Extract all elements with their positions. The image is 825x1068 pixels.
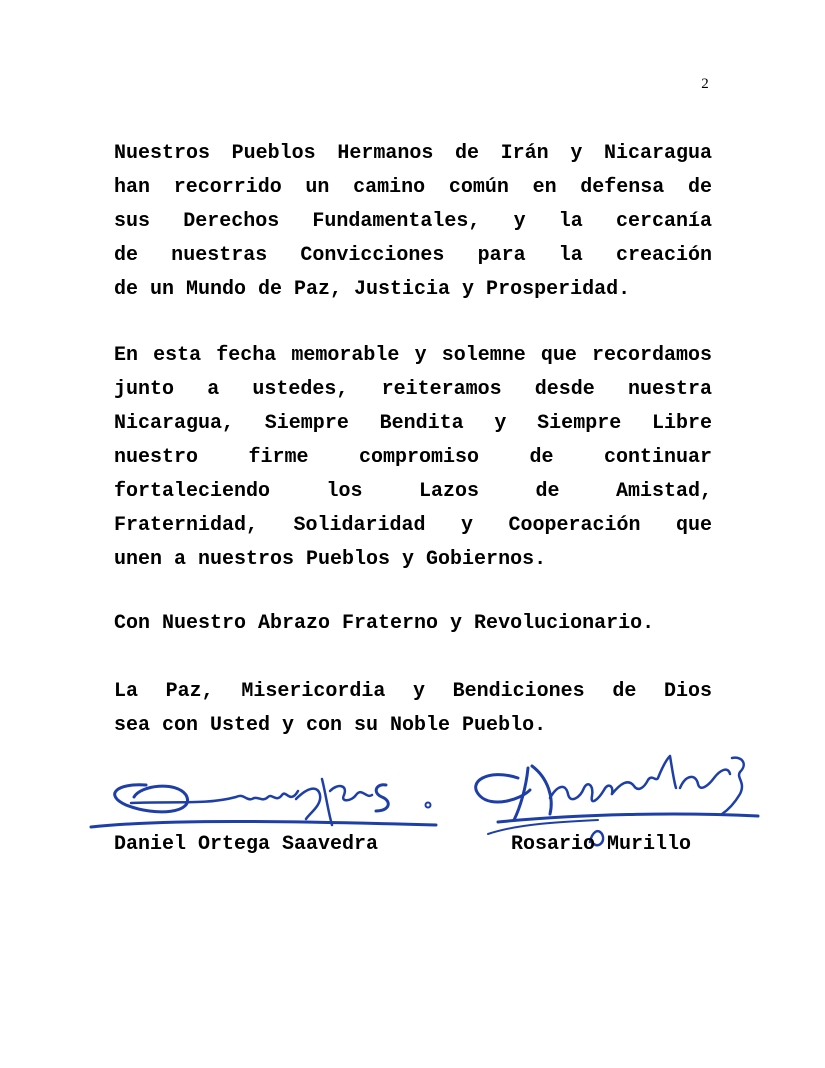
text-line: de un Mundo de Paz, Justicia y Prosperidad. — [114, 278, 631, 301]
text-line: La Paz, Misericordia y Bendiciones de Dios — [114, 680, 712, 703]
text-line: Con Nuestro Abrazo Fraterno y Revolucionario. — [114, 612, 655, 635]
signer-name-right: Rosario Murillo — [511, 833, 692, 856]
text-line: Nuestros Pueblos Hermanos de Irán y Nicaragua — [114, 142, 712, 165]
text-line: de nuestras Convicciones para la creación — [114, 244, 712, 267]
text-line: En esta fecha memorable y solemne que recordamos — [114, 344, 712, 367]
paragraph-1 — [114, 137, 712, 307]
paragraph-3 — [114, 607, 712, 641]
paragraph-4 — [114, 675, 712, 743]
text-line: Fraternidad, Solidaridad y Cooperación que — [114, 514, 712, 537]
text-line: sus Derechos Fundamentales, y la cercanía — [114, 210, 712, 233]
signer-name-left: Daniel Ortega Saavedra — [114, 833, 379, 856]
text-line: han recorrido un camino común en defensa de — [114, 176, 712, 199]
page-number: 2 — [701, 76, 709, 92]
text-line: Nicaragua, Siempre Bendita y Siempre Libre — [114, 412, 712, 435]
text-line: nuestro firme compromiso de continuar — [114, 446, 712, 469]
text-line: sea con Usted y con su Noble Pueblo. — [114, 714, 547, 737]
text-line: fortaleciendo los Lazos de Amistad, — [114, 480, 712, 503]
text-line: junto a ustedes, reiteramos desde nuestra — [114, 378, 712, 401]
text-line: unen a nuestros Pueblos y Gobiernos. — [114, 548, 547, 571]
paragraph-2 — [114, 339, 712, 577]
